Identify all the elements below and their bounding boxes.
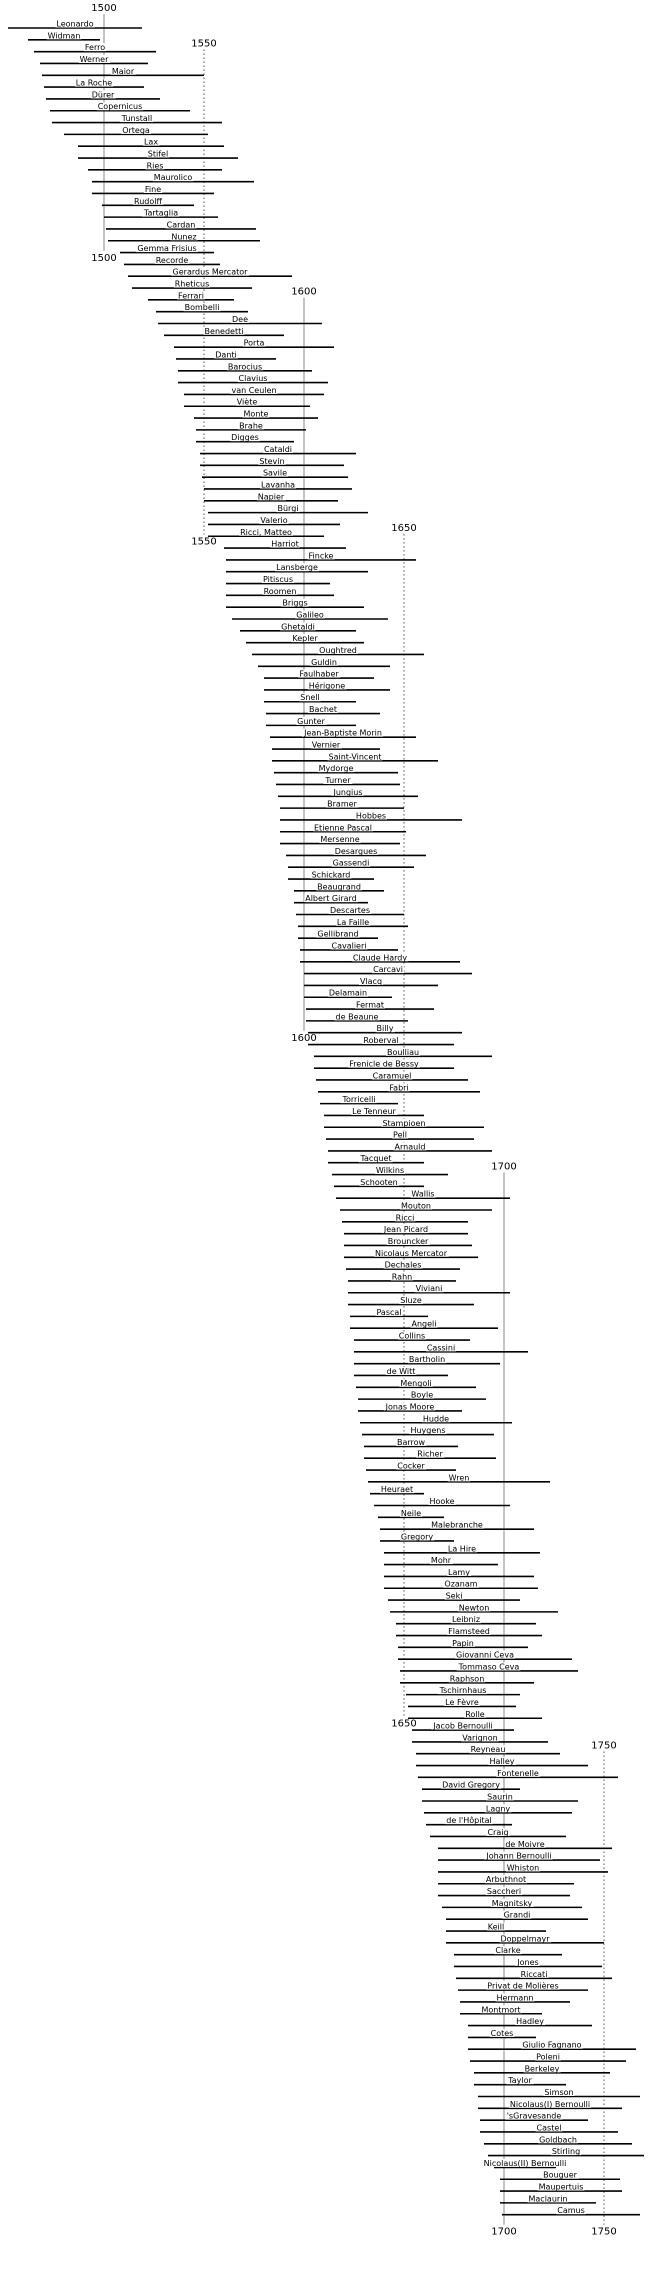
person-name-label: Fine	[144, 184, 162, 194]
person-name-label: Cocker	[397, 1461, 425, 1471]
person-name-label: Giulio Fagnano	[522, 2040, 582, 2050]
person-name-label: Jonas Moore	[385, 1402, 435, 1412]
person-name-label: Gassendi	[332, 858, 370, 868]
person-name-label: Bürgi	[277, 504, 299, 514]
person-name-label: Huygens	[410, 1426, 446, 1436]
person-name-label: Torricelli	[342, 1095, 376, 1105]
person-name-label: Claude Hardy	[352, 953, 408, 963]
person-name-label: Frenicle de Bessy	[349, 1059, 419, 1069]
person-name-label: Boulliau	[386, 1047, 420, 1057]
person-name-label: Stirling	[551, 2147, 581, 2157]
person-name-label: Wilkins	[375, 1166, 405, 1176]
person-name-label: Savile	[262, 468, 288, 478]
person-name-label: Desargues	[334, 846, 378, 856]
person-name-label: Reyneau	[470, 1745, 506, 1755]
person-name-label: Jacob Bernoulli	[433, 1721, 493, 1731]
person-name-label: Hermann	[496, 1993, 534, 2003]
person-name-label: Wallis	[411, 1189, 435, 1199]
person-name-label: Angeli	[411, 1319, 437, 1329]
person-name-label: Malebranche	[431, 1520, 483, 1530]
person-name-label: Schooten	[360, 1177, 398, 1187]
person-name-label: Werner	[79, 54, 109, 64]
person-name-label: Ozanam	[444, 1579, 478, 1589]
tick-label-1500-bottom: 1500	[91, 252, 117, 264]
person-name-label: Maupertuis	[538, 2182, 584, 2192]
person-name-label: Tommaso Ceva	[458, 1662, 520, 1672]
person-name-label: Johann Bernoulli	[486, 1851, 552, 1861]
person-name-label: Wren	[448, 1473, 470, 1483]
person-name-label: Copernicus	[97, 102, 143, 112]
person-name-label: Tartaglia	[143, 208, 179, 218]
person-name-label: Poleni	[536, 2052, 560, 2062]
person-name-label: Harriot	[271, 539, 299, 549]
person-name-label: La Roche	[75, 78, 113, 88]
tick-label-1650-bottom: 1650	[391, 1718, 417, 1730]
person-name-label: Pitiscus	[262, 575, 294, 585]
person-name-label: Dürer	[91, 90, 115, 100]
tick-label-1700-top: 1700	[491, 1161, 517, 1173]
person-name-label: Hudde	[422, 1414, 450, 1424]
person-name-label: Newton	[458, 1603, 490, 1613]
tick-label-1500-top: 1500	[91, 3, 117, 14]
person-name-label: Dee	[231, 315, 249, 324]
person-name-label: Beaugrand	[317, 882, 361, 892]
person-name-label: Montmort	[481, 2005, 521, 2015]
person-name-label: Le Fèvre	[445, 1697, 479, 1707]
person-name-label: Viviani	[415, 1284, 443, 1294]
person-name-label: Cassini	[426, 1343, 456, 1353]
person-name-label: Stevin	[259, 456, 285, 466]
person-name-label: Cardan	[166, 220, 196, 230]
person-name-label: Briggs	[282, 598, 308, 608]
person-name-label: Camus	[557, 2206, 585, 2216]
person-name-label: Seki	[445, 1591, 463, 1601]
person-name-label: Snell	[300, 693, 320, 703]
person-name-label: Maclaurin	[528, 2194, 568, 2204]
person-name-label: Lavanha	[260, 480, 296, 490]
person-name-label: Pascal	[376, 1307, 402, 1317]
person-name-label: Descartes	[329, 906, 371, 915]
person-name-label: Nicolaus(II) Bernoulli	[483, 2158, 567, 2168]
person-name-label: Collins	[398, 1331, 426, 1341]
name-labels	[47, 20, 592, 2216]
person-name-label: Saurin	[487, 1792, 513, 1802]
person-name-label: Le Tenneur	[352, 1106, 396, 1116]
person-name-label: Hadley	[516, 2017, 544, 2027]
person-name-label: Gregory	[400, 1532, 434, 1542]
person-name-label: Turner	[325, 775, 351, 785]
person-name-label: Saint-Vincent	[328, 752, 382, 762]
person-name-label: Bramer	[327, 799, 357, 809]
person-name-label: Leibniz	[451, 1615, 481, 1625]
person-name-label: La Faille	[336, 917, 370, 927]
person-name-label: 'sGravesande	[506, 2111, 562, 2121]
person-name-label: Riccati	[520, 1969, 548, 1979]
person-name-label: Fabri	[389, 1083, 409, 1093]
person-name-label: Clarke	[495, 1946, 521, 1956]
person-name-label: Danti	[215, 350, 237, 360]
person-name-label: Richer	[417, 1449, 443, 1459]
person-name-label: Vlacq	[359, 976, 383, 986]
tick-label-1750-top: 1750	[591, 1740, 617, 1752]
person-name-label: Mengoli	[400, 1378, 432, 1388]
person-name-label: Barocius	[227, 362, 263, 372]
person-name-label: Mouton	[401, 1201, 431, 1211]
person-name-label: Guldin	[311, 657, 337, 667]
person-name-label: Caramuel	[372, 1071, 412, 1081]
person-name-label: Goldbach	[539, 2135, 577, 2145]
person-name-label: Jones	[517, 1957, 539, 1967]
person-name-label: Faulhaber	[299, 669, 339, 679]
person-name-label: Etienne Pascal	[314, 823, 372, 833]
person-name-label: Keill	[487, 1922, 505, 1932]
person-name-label: Fincke	[308, 551, 334, 561]
person-name-label: Nunez	[171, 232, 197, 242]
person-name-label: Benedetti	[204, 326, 244, 336]
person-name-label: Billy	[376, 1024, 394, 1034]
person-name-label: Maior	[111, 66, 135, 76]
person-name-label: Monte	[243, 409, 269, 419]
person-name-label: Gerardus Mercator	[172, 267, 248, 277]
person-name-label: Carcavi	[373, 965, 403, 975]
person-name-label: Neile	[400, 1508, 422, 1518]
person-name-label: Cavalieri	[331, 941, 367, 951]
person-name-label: Arbuthnot	[485, 1875, 527, 1885]
person-name-label: Galileo	[296, 610, 324, 620]
person-name-label: Viète	[236, 397, 258, 407]
tick-label-1750-bottom: 1750	[591, 2226, 617, 2238]
person-name-label: Gunter	[297, 716, 325, 726]
person-name-label: Cataldi	[263, 445, 293, 455]
person-name-label: Papin	[452, 1638, 474, 1648]
person-name-label: Gemma Frisius	[137, 244, 197, 254]
person-name-label: Ricci, Matteo	[240, 527, 292, 537]
person-name-label: de l'Hôpital	[446, 1816, 492, 1826]
person-name-label: Ortega	[122, 125, 150, 135]
person-name-label: Rahn	[391, 1272, 413, 1282]
person-name-label: Pell	[393, 1130, 407, 1140]
person-name-label: Bartholin	[408, 1355, 446, 1365]
person-name-label: Oughtred	[319, 645, 357, 655]
person-name-label: Halley	[489, 1757, 515, 1767]
tick-label-1600-bottom: 1600	[291, 1032, 317, 1044]
person-name-label: Lagny	[485, 1804, 511, 1814]
person-name-label: Leonardo	[56, 19, 94, 29]
person-name-label: Flamsteed	[448, 1627, 490, 1637]
person-name-label: Nicolaus(I) Bernoulli	[509, 2099, 591, 2109]
person-name-label: Boyle	[410, 1390, 434, 1400]
person-name-label: Jean-Baptiste Morin	[304, 728, 382, 738]
person-name-label: van Ceulen	[231, 385, 277, 395]
person-name-label: Giovanni Ceva	[455, 1650, 515, 1660]
person-name-label: Porta	[243, 338, 265, 348]
person-name-label: David Gregory	[442, 1780, 500, 1790]
person-name-label: Ries	[146, 161, 164, 171]
person-name-label: de Beaune	[335, 1012, 379, 1022]
person-name-label: Digges	[231, 433, 259, 443]
tick-label-1550-bottom: 1550	[191, 536, 217, 548]
person-name-label: Heuraet	[380, 1485, 414, 1495]
person-name-label: Mohr	[430, 1556, 452, 1566]
person-name-label: Stifel	[147, 149, 169, 159]
person-name-label: Napier	[257, 492, 285, 502]
person-name-label: Bouguer	[543, 2170, 577, 2180]
person-name-label: Barrow	[396, 1437, 426, 1447]
person-name-label: Sluze	[400, 1296, 422, 1306]
person-name-label: Vernier	[311, 740, 341, 750]
person-name-label: Albert Girard	[305, 894, 357, 904]
person-name-label: Arnauld	[394, 1142, 426, 1152]
person-name-label: Magnitsky	[491, 1898, 533, 1908]
person-name-label: Hooke	[429, 1497, 455, 1506]
person-name-label: Recorde	[155, 255, 189, 265]
person-name-label: Taylor	[508, 2076, 532, 2086]
person-name-label: Hobbes	[355, 811, 387, 821]
person-name-label: Jungius	[333, 787, 363, 797]
person-name-label: Tacquet	[360, 1154, 392, 1164]
person-name-label: Craig	[487, 1827, 509, 1837]
person-name-label: Widman	[47, 31, 81, 41]
person-name-label: Ricci	[395, 1213, 415, 1223]
person-name-label: Ferrari	[178, 291, 204, 301]
person-name-label: Whiston	[506, 1863, 540, 1873]
person-name-label: Hérigone	[308, 681, 346, 691]
axis-tick-labels	[91, 3, 616, 2238]
person-name-label: Brahe	[239, 421, 263, 431]
lifespan-bars	[8, 28, 644, 2215]
person-name-label: Privat de Molières	[487, 1981, 559, 1991]
person-name-label: Saccheri	[486, 1887, 522, 1897]
person-name-label: Rolle	[465, 1709, 485, 1719]
person-name-label: Cotes	[490, 2028, 514, 2038]
person-name-label: Tunstall	[121, 114, 153, 124]
tick-label-1700-bottom: 1700	[491, 2226, 517, 2238]
person-name-label: Raphson	[449, 1674, 485, 1684]
person-name-label: Mersenne	[320, 835, 360, 845]
person-name-label: Rudolff	[134, 196, 162, 206]
person-name-label: Mydorge	[318, 764, 354, 774]
person-name-label: de Moivre	[505, 1839, 545, 1849]
person-name-label: de Witt	[386, 1366, 416, 1376]
person-name-label: Simson	[544, 2088, 574, 2097]
person-name-label: Lax	[143, 137, 159, 147]
person-name-label: Doppelmayr	[500, 1934, 550, 1944]
person-name-label: Brouncker	[387, 1236, 429, 1246]
person-name-label: Stampioen	[382, 1118, 426, 1128]
person-name-label: Rheticus	[174, 279, 210, 289]
person-name-label: Fontenelle	[497, 1768, 539, 1778]
person-name-label: Jean Picard	[383, 1225, 429, 1235]
person-name-label: Tschirnhaus	[439, 1686, 487, 1696]
tick-label-1600-top: 1600	[291, 286, 317, 298]
person-name-label: Nicolaus Mercator	[375, 1248, 447, 1258]
person-name-label: Varignon	[462, 1733, 498, 1743]
person-name-label: Maurolico	[153, 173, 193, 183]
person-name-label: Ghetaldi	[281, 622, 315, 632]
person-name-label: Schickard	[311, 870, 351, 880]
person-name-label: Clavius	[238, 374, 268, 384]
person-name-label: Dechales	[384, 1260, 422, 1270]
tick-label-1550-top: 1550	[191, 38, 217, 50]
person-name-label: Ferro	[84, 43, 106, 53]
person-name-label: Berkeley	[524, 2064, 560, 2074]
person-name-label: Bachet	[309, 705, 337, 715]
person-name-label: Grandi	[503, 1910, 531, 1920]
person-name-label: Fermat	[355, 1000, 385, 1010]
person-name-label: Bombelli	[184, 303, 220, 313]
person-name-label: Delamain	[328, 988, 368, 998]
reference-lines	[104, 14, 604, 2225]
person-name-label: Castel	[536, 2123, 562, 2133]
person-name-label: La Hire	[447, 1544, 477, 1554]
person-name-label: Gellibrand	[317, 929, 359, 939]
person-name-label: Kepler	[292, 634, 318, 644]
person-name-label: Roberval	[363, 1036, 399, 1046]
tick-label-1650-top: 1650	[391, 523, 417, 535]
person-name-label: Roomen	[263, 586, 297, 596]
person-name-label: Valerio	[260, 515, 288, 525]
person-name-label: Lamy	[448, 1567, 470, 1577]
person-name-label: Lansberge	[276, 563, 318, 573]
